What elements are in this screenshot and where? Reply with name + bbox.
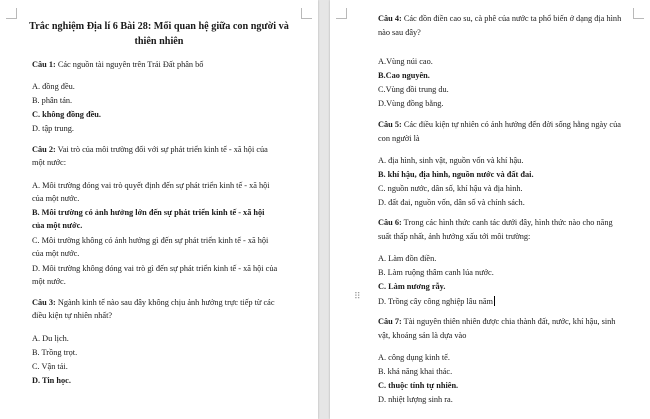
q1-option-d: D. tập trung.: [32, 124, 74, 133]
document-title-line-1: Trắc nghiệm Địa lí 6 Bài 28: Mối quan hệ giữa con người và: [29, 21, 289, 32]
q1-option-a: A. đồng đều.: [32, 82, 75, 91]
document-page-left[interactable]: [0, 0, 318, 419]
question-label: Câu 2:: [32, 145, 56, 154]
q7-option-b: B. khả năng khai thác.: [378, 367, 453, 376]
question-label: Câu 1:: [32, 60, 56, 69]
document-page-right[interactable]: [330, 0, 650, 419]
q2-option-c: C. Môi trường không có ảnh hưởng gì đến sự phát triển kinh tế - xã hội: [32, 236, 269, 245]
q5-option-d: D. đất đai, nguồn vốn, dân số và chính sách.: [378, 198, 525, 207]
question-label: Câu 7:: [378, 317, 402, 326]
question-text: Các đồn điền cao su, cà phê của nước ta phổ biến ở dạng địa hình: [401, 14, 622, 23]
text-cursor: [494, 296, 495, 306]
question-4: [378, 14, 621, 24]
q7-option-a: A. công dụng kinh tế.: [378, 353, 450, 362]
q3-option-c: C. Vận tải.: [32, 362, 68, 371]
q7-option-d: D. nhiệt lượng sinh ra.: [378, 395, 453, 404]
question-text: Ngành kinh tế nào sau đây không chịu ảnh hưởng trực tiếp từ các: [55, 298, 275, 307]
question-label: Câu 6:: [378, 218, 402, 227]
question-5-text-cont: con người là: [378, 134, 420, 143]
question-2-text-cont: một nước:: [32, 158, 67, 167]
q6-option-d-text: D. Trồng cây công nghiệp lâu năm: [378, 297, 493, 306]
question-7-text-cont: vật, khoáng sản là dựa vào: [378, 331, 467, 340]
q6-option-c: C. Làm nương rẫy.: [378, 282, 446, 291]
q2-option-d-cont: một nước.: [32, 277, 66, 286]
q2-option-a-cont: của một nước.: [32, 194, 80, 203]
q2-option-b: B. Môi trường có ảnh hưởng lớn đến sự phát triển kinh tế - xã hội: [32, 208, 265, 217]
q6-option-a: A. Làm đồn điền.: [378, 254, 437, 263]
q5-option-a: A. địa hình, sinh vật, nguồn vốn và khí hậu.: [378, 156, 524, 165]
question-3: [32, 298, 275, 308]
question-label: Câu 4:: [378, 14, 402, 23]
q2-option-b-cont: của một nước.: [32, 221, 83, 230]
q3-option-b: B. Trồng trọt.: [32, 348, 78, 357]
question-text: Trong các hình thức canh tác dưới đây, hình thức nào cho năng: [401, 218, 613, 227]
question-2: [32, 145, 268, 155]
q1-option-c: C. không đồng đều.: [32, 110, 101, 119]
question-3-text-cont: điều kiện tự nhiên nhất?: [32, 311, 113, 320]
question-label: Câu 3:: [32, 298, 56, 307]
q6-option-b: B. Làm ruộng thâm canh lúa nước.: [378, 268, 494, 277]
q5-option-b: B. khí hậu, địa hình, nguồn nước và đất đai.: [378, 170, 534, 179]
question-label: Câu 5:: [378, 120, 402, 129]
q2-option-c-cont: của một nước.: [32, 249, 80, 258]
question-6-text-cont: suất thấp nhất, ảnh hưởng xấu tới môi trường:: [378, 232, 531, 241]
question-4-text-cont: nào sau đây?: [378, 28, 421, 37]
q7-option-c: C. thuộc tính tự nhiên.: [378, 381, 459, 390]
question-5: [378, 120, 621, 130]
q6-option-d[interactable]: [378, 296, 495, 307]
q4-option-d: D.Vùng đồng bằng.: [378, 99, 444, 108]
q3-option-d: D. Tin học.: [32, 376, 71, 385]
question-text: Các nguồn tài nguyên trên Trái Đất phân bố: [55, 60, 204, 69]
question-text: Vai trò của môi trường đối với sự phát triển kinh tế - xã hội của: [55, 145, 268, 154]
question-1: [32, 60, 203, 70]
document-title-line-2: thiên nhiên: [134, 36, 184, 47]
drag-handle-icon[interactable]: ⠿: [354, 292, 361, 302]
question-7: [378, 317, 615, 327]
q4-option-c: C.Vùng đồi trung du.: [378, 85, 449, 94]
q3-option-a: A. Du lịch.: [32, 334, 69, 343]
q4-option-a: A.Vùng núi cao.: [378, 57, 433, 66]
q5-option-c: C. nguồn nước, dân số, khí hậu và địa hình.: [378, 184, 523, 193]
q2-option-a: A. Môi trường đóng vai trò quyết định đến sự phát triển kinh tế - xã hội: [32, 181, 270, 190]
question-text: Tài nguyên thiên nhiên được chia thành đất, nước, khí hậu, sinh: [401, 317, 616, 326]
q4-option-b: B.Cao nguyên.: [378, 71, 430, 80]
question-text: Các điều kiện tự nhiên có ảnh hưởng đến đời sống hằng ngày của: [401, 120, 621, 129]
q2-option-d: D. Môi trường không đóng vai trò gì đến sự phát triển kinh tế - xã hội của: [32, 264, 278, 273]
question-6: [378, 218, 613, 228]
q1-option-b: B. phân tán.: [32, 96, 73, 105]
